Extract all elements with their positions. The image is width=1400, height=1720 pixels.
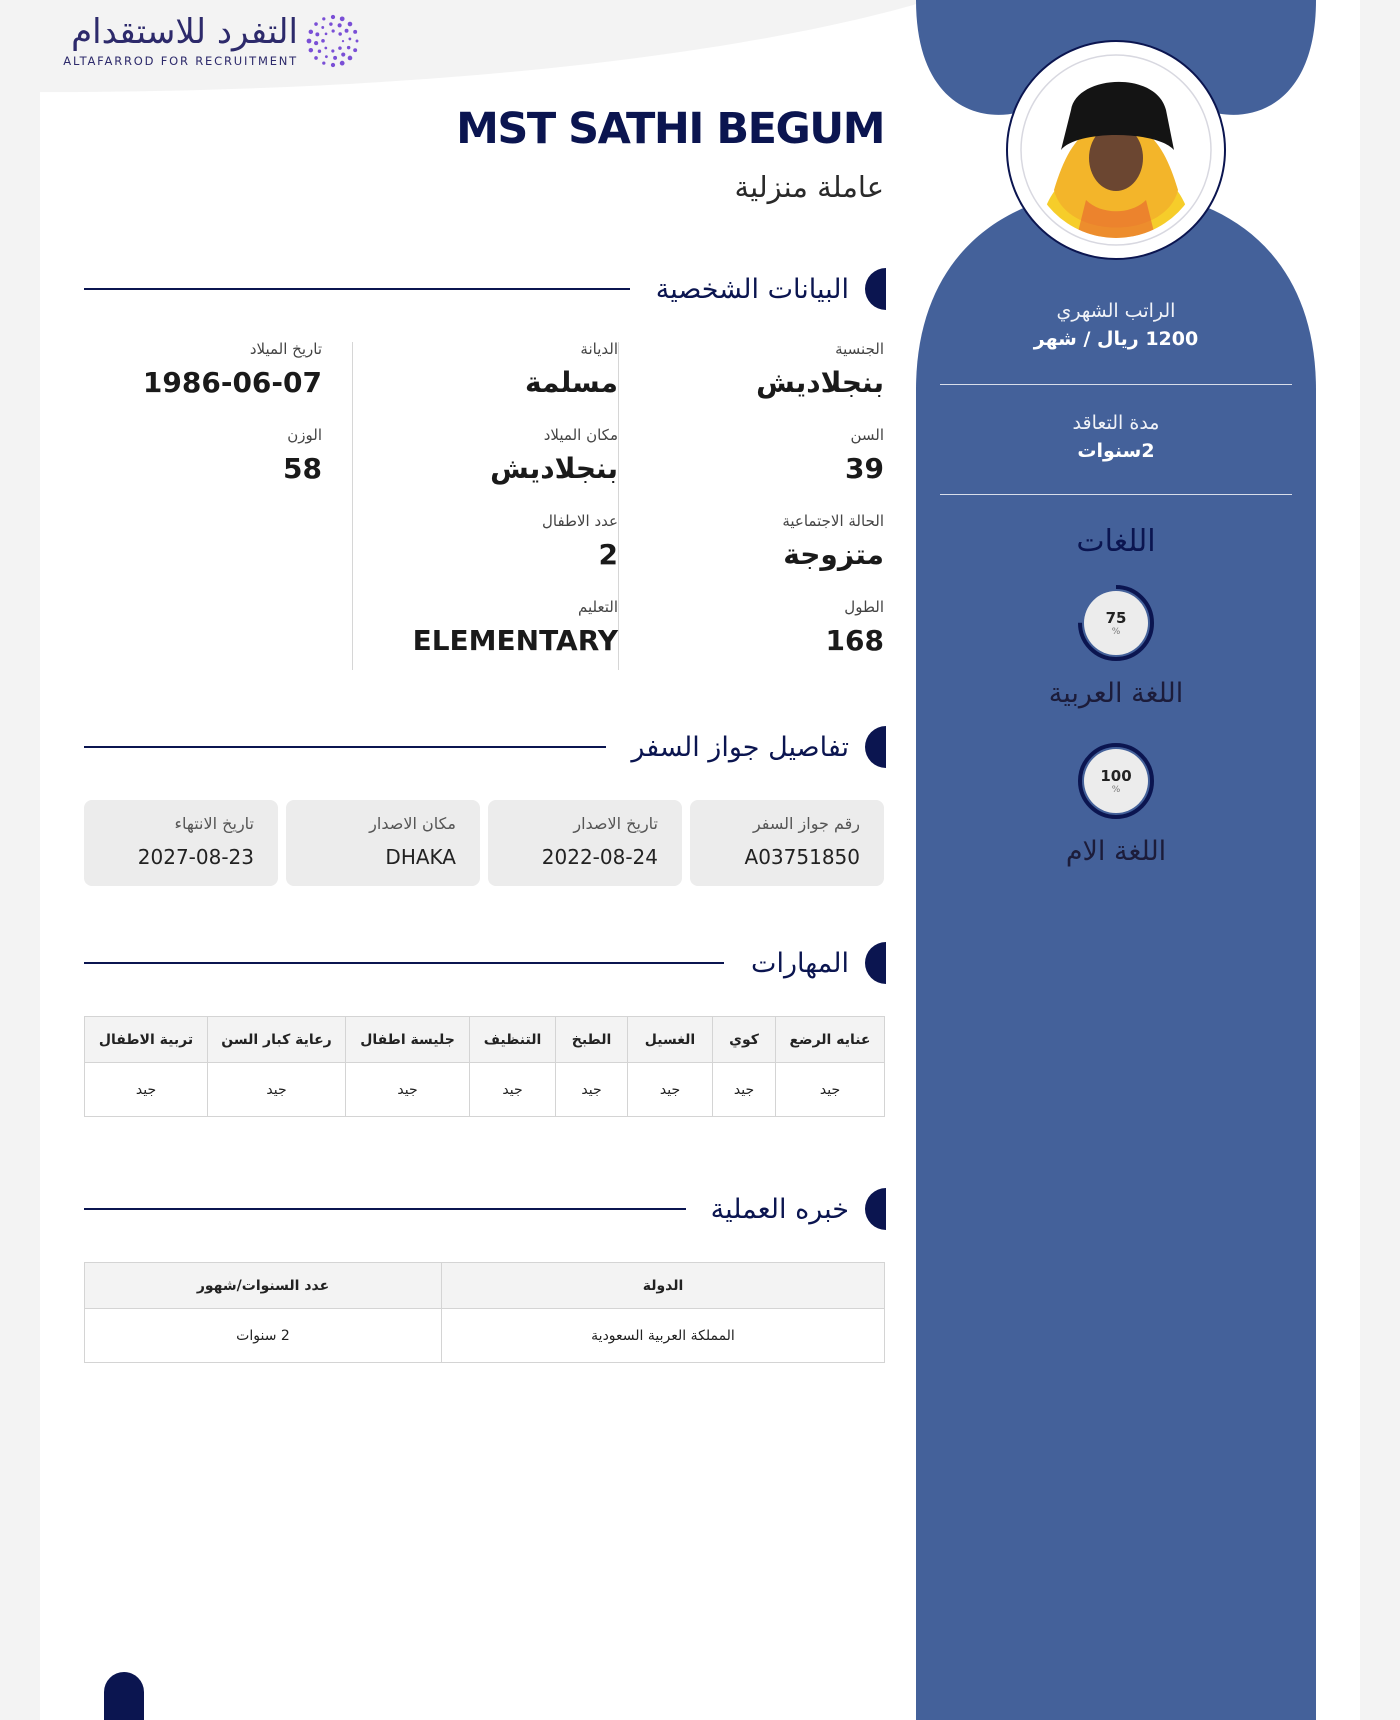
language-ring-arabic: [1076, 583, 1156, 663]
logo-dot: [353, 30, 357, 34]
section-rule: [84, 962, 724, 964]
passport-number-label: رقم جواز السفر: [752, 814, 860, 833]
languages-title: اللغات: [1076, 524, 1156, 559]
salary-block: [940, 300, 1292, 350]
section-title-skills: [751, 942, 886, 984]
personal-info-column-1: [624, 340, 884, 684]
logo-dot: [315, 32, 319, 36]
section-title-passport: [631, 726, 886, 768]
birthplace-label: مكان الميلاد: [543, 426, 618, 444]
passport-issue-place-card: [286, 800, 480, 886]
birthplace-value: بنجلاديش: [490, 452, 618, 485]
logo-dot: [333, 56, 337, 60]
personal-info-column-3: [122, 340, 322, 512]
dotted-circle-logo-icon: [306, 14, 360, 68]
table-row: [85, 1063, 885, 1117]
logo-dot: [307, 39, 312, 44]
language-percent: 100: [1100, 767, 1132, 785]
contract-label: مدة التعاقد: [1072, 412, 1160, 434]
nationality-value: بنجلاديش: [756, 366, 884, 399]
logo-dot: [347, 46, 350, 49]
logo-dot: [329, 22, 332, 25]
skill-rating: جيد: [776, 1063, 885, 1117]
company-logo: [60, 12, 360, 72]
section-title-personal: [656, 268, 886, 310]
experience-table: [84, 1262, 885, 1363]
duration-header: عدد السنوات/شهور: [85, 1263, 442, 1309]
section-title-experience: [711, 1188, 886, 1230]
logo-dot: [338, 46, 342, 50]
contract-value: 2سنوات: [1077, 440, 1155, 462]
logo-dot: [322, 62, 325, 65]
logo-dot: [353, 48, 357, 52]
job-title: عاملة منزلية: [734, 170, 884, 204]
experience-duration: 2 سنوات: [85, 1309, 442, 1363]
education-label: التعليم: [578, 598, 618, 616]
religion-value: مسلمة: [524, 366, 618, 399]
skills-table: [84, 1016, 885, 1117]
language-percent-unit: %: [1111, 627, 1121, 637]
logo-dot: [325, 32, 328, 35]
skill-rating: جيد: [85, 1063, 208, 1117]
section-rule: [84, 1208, 686, 1210]
skill-header: التنظيف: [470, 1017, 556, 1063]
skill-rating: جيد: [470, 1063, 556, 1117]
logo-dot: [325, 55, 328, 58]
column-separator: [352, 342, 353, 670]
logo-dot: [322, 17, 325, 20]
skill-rating: جيد: [713, 1063, 776, 1117]
logo-dot: [348, 22, 353, 27]
skill-header: تربية الاطفال: [85, 1017, 208, 1063]
salary-label: الراتب الشهري: [1056, 300, 1176, 322]
age-label: السن: [850, 426, 884, 444]
table-row: [85, 1309, 885, 1363]
skill-header: الطبخ: [556, 1017, 628, 1063]
section-title-text: المهارات: [751, 947, 849, 979]
logo-dot: [331, 15, 335, 19]
skill-header: كوي: [713, 1017, 776, 1063]
birth-date-label: تاريخ الميلاد: [249, 340, 322, 358]
language-ring-native: [1076, 741, 1156, 821]
section-title-text: تفاصيل جواز السفر: [631, 731, 849, 763]
sidebar: [916, 0, 1316, 1720]
logo-dot: [309, 48, 313, 52]
country-header: الدولة: [442, 1263, 885, 1309]
children-count-value: 2: [598, 538, 618, 571]
footer-marker: [104, 1672, 144, 1720]
logo-dot: [338, 23, 342, 27]
marital-status-value: متزوجة: [783, 538, 884, 571]
nationality-label: الجنسية: [835, 340, 884, 358]
experience-header-row: [85, 1263, 885, 1309]
experience-country: المملكة العربية السعودية: [442, 1309, 885, 1363]
height-value: 168: [825, 624, 884, 657]
passport-number-value: A03751850: [744, 845, 860, 869]
section-marker: [865, 942, 886, 984]
children-count-label: عدد الاطفال: [542, 512, 618, 530]
birth-date-value: 1986-06-07: [142, 366, 322, 399]
logo-dot: [348, 37, 351, 40]
skill-header: جليسة اطفال: [346, 1017, 470, 1063]
logo-dot: [356, 40, 359, 43]
weight-label: الوزن: [287, 426, 322, 444]
expiry-date-value: 2027-08-23: [137, 845, 254, 869]
height-label: الطول: [844, 598, 884, 616]
skills-header-row: [85, 1017, 885, 1063]
worker-name: MST SATHI BEGUM: [456, 104, 884, 154]
logo-dot: [341, 52, 345, 56]
logo-dot: [338, 32, 341, 35]
section-title-text: خبره العملية: [710, 1193, 849, 1225]
logo-dot: [309, 30, 313, 34]
logo-dot: [331, 63, 335, 67]
issue-place-value: DHAKA: [385, 845, 456, 869]
skill-rating: جيد: [208, 1063, 346, 1117]
skill-rating: جيد: [346, 1063, 470, 1117]
worker-photo: [1006, 40, 1226, 260]
age-value: 39: [845, 452, 884, 485]
sidebar-divider: [940, 384, 1292, 385]
marital-status-label: الحالة الاجتماعية: [782, 512, 884, 530]
section-rule: [84, 288, 630, 290]
language-percent: 75: [1105, 609, 1127, 627]
language-name-native: اللغة الام: [1065, 836, 1167, 867]
issue-date-value: 2022-08-24: [541, 845, 658, 869]
religion-label: الديانة: [580, 340, 618, 358]
logo-arabic-text: التفرد للاستقدام: [71, 12, 298, 52]
logo-dot: [321, 26, 324, 29]
section-marker: [865, 726, 886, 768]
language-name-arabic: اللغة العربية: [1048, 678, 1184, 709]
issue-place-label: مكان الاصدار: [369, 814, 456, 833]
logo-dot: [332, 29, 335, 32]
logo-english-text: ALTAFARROD FOR RECRUITMENT: [63, 54, 298, 68]
logo-dot: [314, 56, 318, 60]
contract-block: [940, 412, 1292, 462]
expiry-date-label: تاريخ الانتهاء: [174, 814, 254, 833]
language-percent-unit: %: [1111, 785, 1121, 795]
logo-dot: [345, 29, 349, 33]
weight-value: 58: [283, 452, 322, 485]
personal-info-column-2: [358, 340, 618, 684]
skill-header: رعاية كبار السن: [208, 1017, 346, 1063]
skill-rating: جيد: [628, 1063, 713, 1117]
logo-dot: [331, 49, 334, 52]
issue-date-label: تاريخ الاصدار: [573, 814, 658, 833]
logo-dot: [348, 56, 353, 61]
passport-expiry-card: [84, 800, 278, 886]
logo-dot: [321, 39, 325, 43]
logo-dot: [324, 47, 327, 50]
section-title-text: البيانات الشخصية: [655, 273, 849, 305]
sidebar-divider: [940, 494, 1292, 495]
column-separator: [618, 342, 619, 670]
passport-issue-date-card: [488, 800, 682, 886]
logo-dot: [340, 16, 345, 21]
section-marker: [865, 268, 886, 310]
logo-dot: [314, 22, 318, 26]
logo-dot: [340, 61, 345, 66]
section-marker: [865, 1188, 886, 1230]
skill-header: الغسيل: [628, 1017, 713, 1063]
section-rule: [84, 746, 606, 748]
salary-value: 1200 ريال / شهر: [1033, 328, 1199, 350]
logo-dot: [314, 41, 318, 45]
logo-dot: [342, 40, 344, 42]
logo-dot: [318, 50, 321, 53]
passport-number-card: [690, 800, 884, 886]
skill-header: عنايه الرضع: [776, 1017, 885, 1063]
skill-rating: جيد: [556, 1063, 628, 1117]
education-value: ELEMENTARY: [412, 624, 618, 657]
